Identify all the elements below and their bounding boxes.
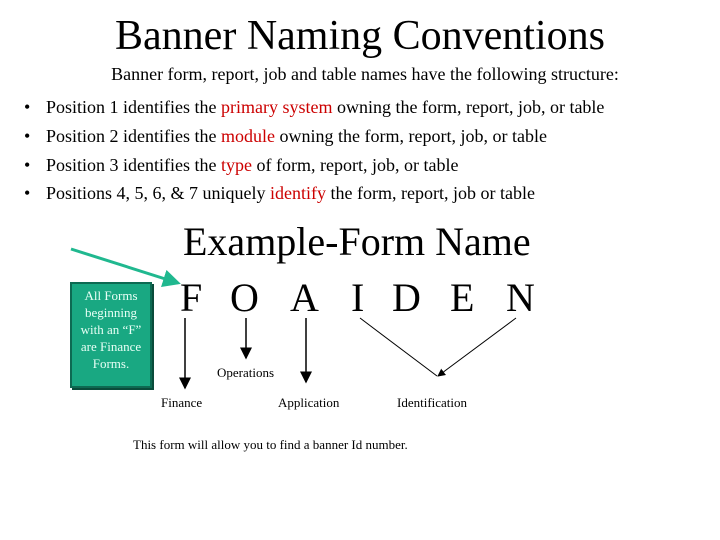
slide-subtitle: Banner form, report, job and table names have the following structure: xyxy=(111,64,619,84)
bullet-highlight: module xyxy=(221,126,275,146)
footer-note: This form will allow you to find a banner Id number. xyxy=(133,437,408,452)
label-finance: Finance xyxy=(161,395,203,410)
letter-i: I xyxy=(351,275,365,320)
bullet-highlight: type xyxy=(221,155,252,175)
label-identification: Identification xyxy=(397,395,468,410)
example-title: Example-Form Name xyxy=(183,219,531,264)
bullet-text: the form, report, job or table xyxy=(326,183,535,203)
bullet-text: Position 3 identifies the xyxy=(46,155,221,175)
label-operations: Operations xyxy=(217,365,275,380)
bullet-text: Position 2 identifies the xyxy=(46,126,221,146)
letter-a: A xyxy=(290,275,319,320)
letter-d: D xyxy=(392,275,421,320)
finance-callout-box: All Forms beginning with an “F” are Finance Forms. xyxy=(70,282,152,388)
bullet-text: of form, report, job, or table xyxy=(252,155,459,175)
letter-f: F xyxy=(180,275,203,320)
letter-n: N xyxy=(506,275,535,320)
bullet-dot: • xyxy=(24,97,31,117)
callout-arrow xyxy=(71,249,178,283)
line-identification-right xyxy=(438,318,516,376)
bullet-text: Positions 4, 5, 6, & 7 uniquely xyxy=(46,183,271,203)
bullet-text: owning the form, report, job, or table xyxy=(332,97,605,117)
letter-o: O xyxy=(230,275,259,320)
bullet-dot: • xyxy=(24,155,31,175)
label-application: Application xyxy=(278,395,340,410)
bullet-text: Position 1 identifies the xyxy=(46,97,221,117)
line-identification-left xyxy=(360,318,437,376)
letter-e: E xyxy=(450,275,475,320)
bullet-dot: • xyxy=(24,183,31,203)
bullet-highlight: identify xyxy=(270,183,327,203)
bullet-dot: • xyxy=(24,126,31,146)
slide-title: Banner Naming Conventions xyxy=(115,13,605,59)
bullet-highlight: primary system xyxy=(221,97,333,117)
bullet-text: owning the form, report, job, or table xyxy=(275,126,547,146)
